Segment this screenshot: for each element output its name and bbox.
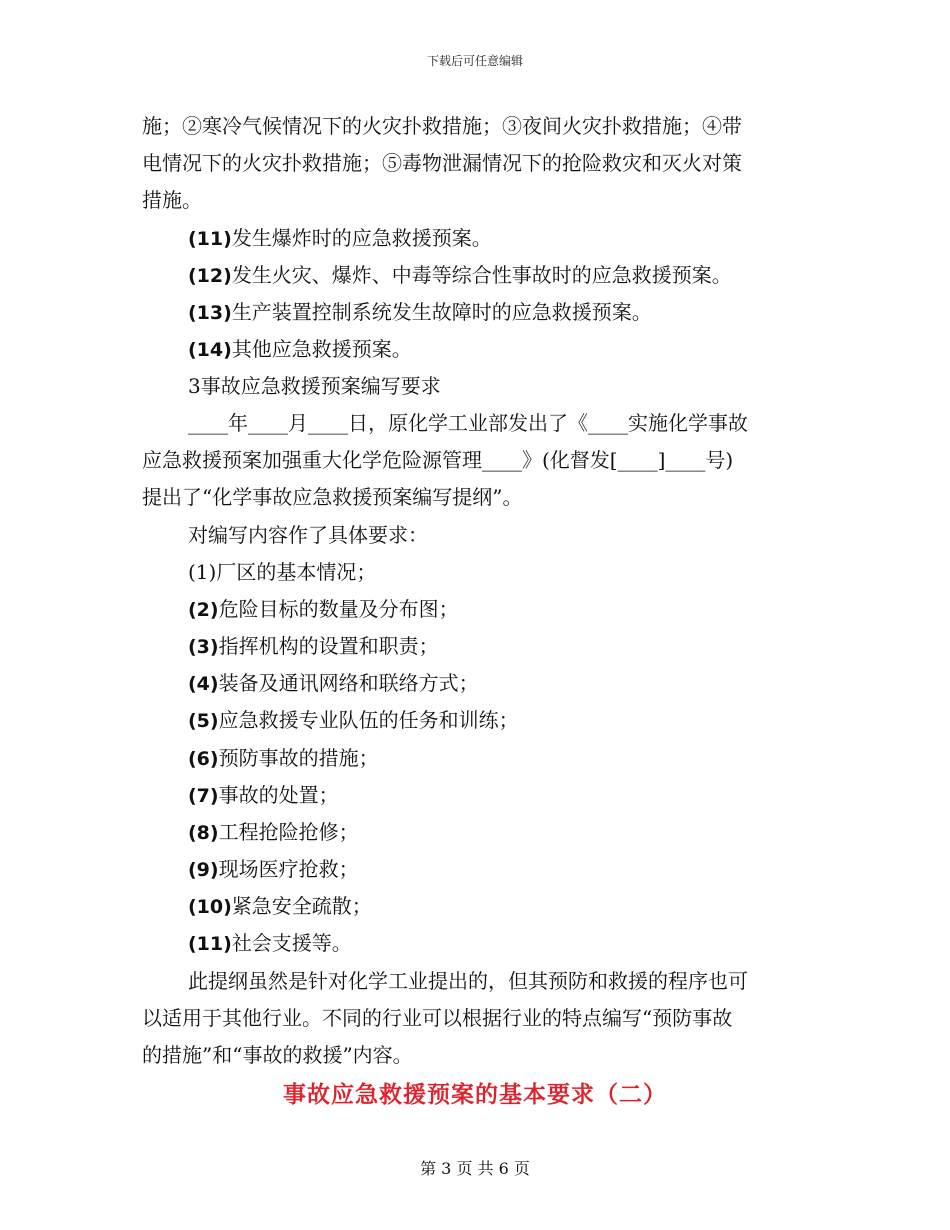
requirement-item — [188, 744, 379, 773]
section-heading: 事故应急救援预案的基本要求（二） — [283, 1081, 667, 1108]
item-number: (14) — [188, 339, 232, 361]
plan-item — [188, 261, 732, 290]
paragraph-line: 措施。 — [142, 188, 202, 212]
item-number: (8) — [188, 822, 219, 844]
item-text: 厂区的基本情况； — [216, 560, 377, 584]
requirement-item — [188, 818, 359, 847]
item-number: (12) — [188, 265, 232, 287]
requirement-item — [188, 855, 359, 884]
item-number: (7) — [188, 785, 219, 807]
plan-item — [188, 335, 412, 364]
section-title: 3事故应急救援预案编写要求 — [188, 374, 441, 398]
requirement-item — [188, 892, 372, 921]
item-text: 社会支援等。 — [231, 931, 352, 955]
item-number: (10) — [188, 896, 232, 918]
item-number: (2) — [188, 599, 219, 621]
item-text: 其他应急救援预案。 — [231, 337, 412, 361]
item-number: (3) — [188, 636, 219, 658]
paragraph-line: 以适用于其他行业。不同的行业可以根据行业的特点编写“预防事故 — [142, 1006, 733, 1030]
paragraph-line: 电情况下的火灾扑救措施；⑤毒物泄漏情况下的抢险救灾和灭火对策 — [142, 151, 742, 175]
item-number: (13) — [188, 302, 232, 324]
requirement-item — [188, 595, 459, 624]
page-header: 下载后可任意编辑 — [426, 54, 523, 68]
item-text: 应急救援专业队伍的任务和训练； — [218, 708, 519, 732]
requirement-item — [188, 669, 479, 698]
item-text: 紧急安全疏散； — [231, 894, 372, 918]
plan-item — [188, 298, 652, 327]
paragraph-line: ____年____月____日，原化学工业部发出了《____实施化学事故 — [188, 411, 748, 435]
requirement-item — [188, 781, 339, 810]
requirement-item — [188, 929, 352, 958]
item-text: 发生火灾、爆炸、中毒等综合性事故时的应急救援预案。 — [231, 263, 732, 287]
requirement-item — [188, 706, 519, 735]
plan-item — [188, 224, 492, 253]
paragraph-line: 施；②寒冷气候情况下的火灾扑救措施；③夜间火灾扑救措施；④带 — [142, 114, 742, 138]
item-text: 预防事故的措施； — [218, 746, 379, 770]
item-text: 危险目标的数量及分布图； — [218, 597, 459, 621]
item-number: (11) — [188, 228, 232, 250]
item-text: 装备及通讯网络和联络方式； — [218, 671, 479, 695]
paragraph-line: 此提纲虽然是针对化学工业提出的，但其预防和救援的程序也可 — [188, 969, 748, 993]
item-number: (9) — [188, 859, 219, 881]
item-text: 指挥机构的设置和职责； — [218, 634, 439, 658]
paragraph-line: 应急救援预案加强重大化学危险源管理____》(化督发[____]____号) — [142, 448, 734, 472]
item-text: 事故的处置； — [218, 783, 339, 807]
item-number: (4) — [188, 673, 219, 695]
requirement-item — [188, 558, 376, 586]
item-text: 生产装置控制系统发生故障时的应急救援预案。 — [231, 300, 652, 324]
requirement-item — [188, 632, 439, 661]
item-number: (1) — [188, 560, 217, 584]
paragraph-line: 的措施”和“事故的救援”内容。 — [142, 1043, 413, 1067]
item-number: (11) — [188, 933, 232, 955]
item-text: 现场医疗抢救； — [218, 857, 359, 881]
requirements-intro: 对编写内容作了具体要求： — [188, 523, 428, 547]
item-text: 发生爆炸时的应急救援预案。 — [231, 226, 492, 250]
item-text: 工程抢险抢修； — [218, 820, 359, 844]
paragraph-line: 提出了“化学事故应急救援预案编写提纲”。 — [142, 485, 523, 509]
item-number: (5) — [188, 710, 219, 732]
page-footer: 第 3 页 共 6 页 — [420, 1159, 530, 1178]
item-number: (6) — [188, 748, 219, 770]
